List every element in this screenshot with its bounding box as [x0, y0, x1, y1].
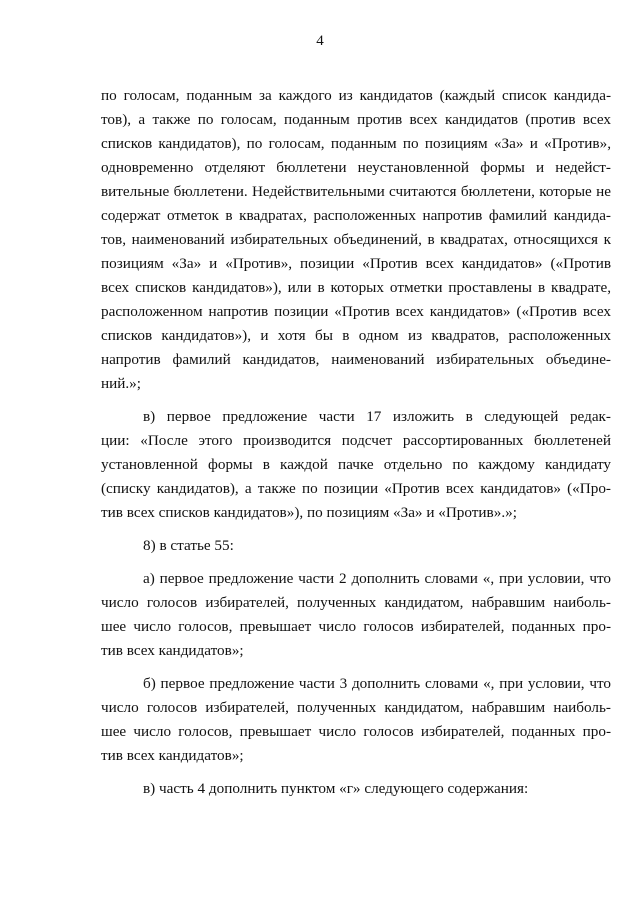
paragraph-item-a — [101, 567, 611, 663]
text-line: в) первое предложение части 17 изложить в следующей редак- — [143, 408, 611, 425]
page-number: 4 — [316, 33, 324, 49]
text-line: тов, наименований избирательных объединений, в квадратах, относящихся к — [101, 231, 611, 248]
text-line: тив всех кандидатов»; — [101, 747, 244, 764]
text-line: списков кандидатов), по голосам, поданным по позициям «За» и «Против», — [101, 135, 611, 152]
paragraph-item-v-part-4 — [101, 777, 611, 801]
text-line: позициям «За» и «Против», позиции «Против всех кандидатов» («Против — [101, 255, 611, 272]
text-line: напротив фамилий кандидатов, наименований избирательных объедине- — [101, 351, 611, 368]
text-line: 8) в статье 55: — [143, 537, 234, 554]
text-line: тив всех кандидатов»; — [101, 642, 244, 659]
text-line: ции: «После этого производится подсчет рассортированных бюллетеней — [101, 432, 611, 449]
text-line: а) первое предложение части 2 дополнить словами «, при условии, что — [143, 570, 611, 587]
text-line: тов), а также по голосам, поданным против всех кандидатов (против всех — [101, 111, 611, 128]
text-line: число голосов избирателей, полученных кандидатом, набравшим наиболь- — [101, 699, 611, 716]
text-line: содержат отметок в квадратах, расположенных напротив фамилий кандида- — [101, 207, 611, 224]
text-line: всех списков кандидатов»), или в которых отметки проставлены в квадрате, — [101, 279, 611, 296]
text-line: вительные бюллетени. Недействительными считаются бюллетени, которые не — [101, 183, 611, 200]
text-line: число голосов избирателей, полученных кандидатом, набравшим наиболь- — [101, 594, 611, 611]
paragraph-item-b — [101, 672, 611, 768]
document-body — [101, 84, 611, 801]
text-line: ний.»; — [101, 375, 141, 392]
text-line: в) часть 4 дополнить пунктом «г» следующего содержания: — [143, 780, 529, 797]
text-line: по голосам, поданным за каждого из кандидатов (каждый список кандида- — [101, 87, 611, 104]
text-line: одновременно отделяют бюллетени неустановленной формы и недейст- — [101, 159, 611, 176]
text-line: шее число голосов, превышает число голосов избирателей, поданных про- — [101, 723, 611, 740]
text-line: установленной формы в каждой пачке отдельно по каждому кандидату — [101, 456, 611, 473]
text-line: списков кандидатов»), и хотя бы в одном из квадратов, расположенных — [101, 327, 611, 344]
paragraph-continuation — [101, 84, 611, 396]
text-line: б) первое предложение части 3 дополнить словами «, при условии, что — [143, 675, 611, 692]
text-line: шее число голосов, превышает число голосов избирателей, поданных про- — [101, 618, 611, 635]
text-line: (списку кандидатов), а также по позиции «Против всех кандидатов» («Про- — [101, 480, 611, 497]
text-line: расположенном напротив позиции «Против всех кандидатов» («Против всех — [101, 303, 611, 320]
paragraph-item-v-part-17 — [101, 405, 611, 525]
paragraph-article-55-heading — [101, 534, 611, 558]
text-line: тив всех списков кандидатов»), по позициям «За» и «Против».»; — [101, 504, 517, 521]
